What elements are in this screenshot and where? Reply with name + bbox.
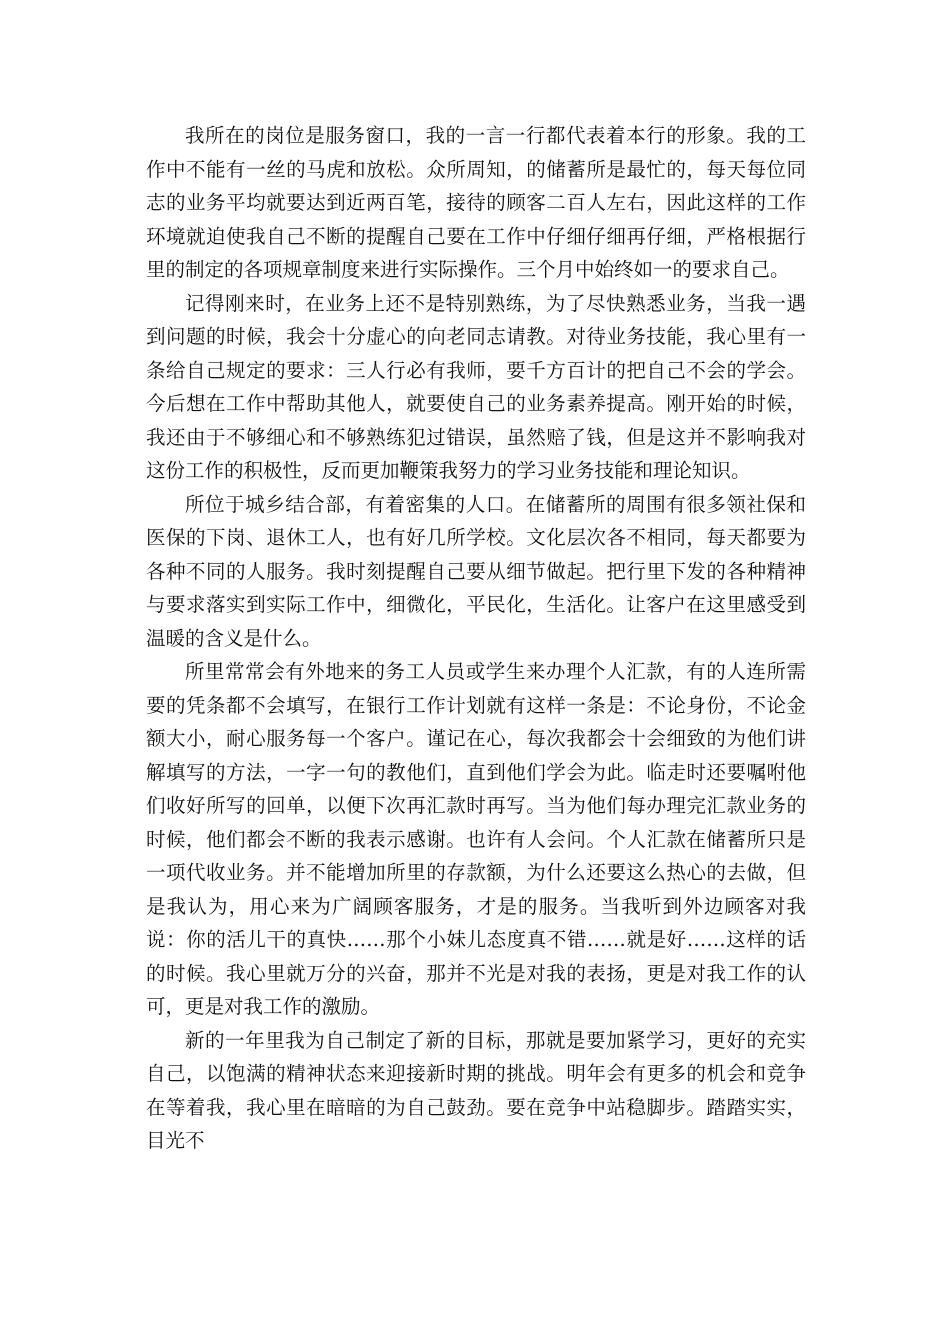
document-body — [146, 119, 806, 1158]
paragraph-location: 所位于城乡结合部，有着密集的人口。在储蓄所的周围有很多领社保和医保的下岗、退休工人，也有好几所学校。文化层次各不相同，每天都要为各种不同的人服务。我时刻提醒自己要从细节做起。把行里下发的各种精神与要求落实到实际工作中，细微化，平民化，生活化。让客户在这里感受到温暖的含义是什么。 — [146, 492, 806, 650]
paragraph-service-window: 我所在的岗位是服务窗口，我的一言一行都代表着本行的形象。我的工作中不能有一丝的马虎和放松。众所周知，的储蓄所是最忙的，每天每位同志的业务平均就要达到近两百笔，接待的顾客二百人左右，因此这样的工作环境就迫使我自己不断的提醒自己要在工作中仔细仔细再仔细，严格根据行里的制定的各项规章制度来进行实际操作。三个月中始终如一的要求自己。 — [146, 124, 806, 281]
paragraph-remittance: 所里常常会有外地来的务工人员或学生来办理个人汇款，有的人连所需要的凭条都不会填写，在银行工作计划就有这样一条是：不论身份，不论金额大小，耐心服务每一个客户。谨记在心，每次我都会十会细致的为他们讲解填写的方法，一字一句的教他们，直到他们学会为此。临走时还要嘱咐他们收好所写的回单，以便下次再汇款时再写。当为他们每办理完汇款业务的时候，他们都会不断的我表示感谢。也许有人会问。个人汇款在储蓄所只是一项代收业务。并不能增加所里的存款额，为什么还要这么热心的去做，但是我认为，用心来为广阔顾客服务，才是的服务。当我听到外边顾客对我说：你的活儿干的真快……那个小妹儿态度真不错……就是好……这样的话的时候。我心里就万分的兴奋，那并不光是对我的表扬，更是对我工作的认可，更是对我工作的激励。 — [146, 660, 806, 1018]
paragraph-new-year-goals: 新的一年里我为自己制定了新的目标，那就是要加紧学习，更好的充实自己，以饱满的精神状态来迎接新时期的挑战。明年会有更多的机会和竞争在等着我，我心里在暗暗的为自己鼓劲。要在竞争中站稳脚步。踏踏实实，目光不 — [146, 1028, 806, 1152]
paragraph-learning-skills: 记得刚来时，在业务上还不是特别熟练，为了尽快熟悉业务，当我一遇到问题的时候，我会十分虚心的向老同志请教。对待业务技能，我心里有一条给自己规定的要求：三人行必有我师，要千方百计的把自己不会的学会。今后想在工作中帮助其他人，就要使自己的业务素养提高。刚开始的时候，我还由于不够细心和不够熟练犯过错误，虽然赔了钱，但是这并不影响我对这份工作的积极性，反而更加鞭策我努力的学习业务技能和理论知识。 — [146, 291, 806, 482]
